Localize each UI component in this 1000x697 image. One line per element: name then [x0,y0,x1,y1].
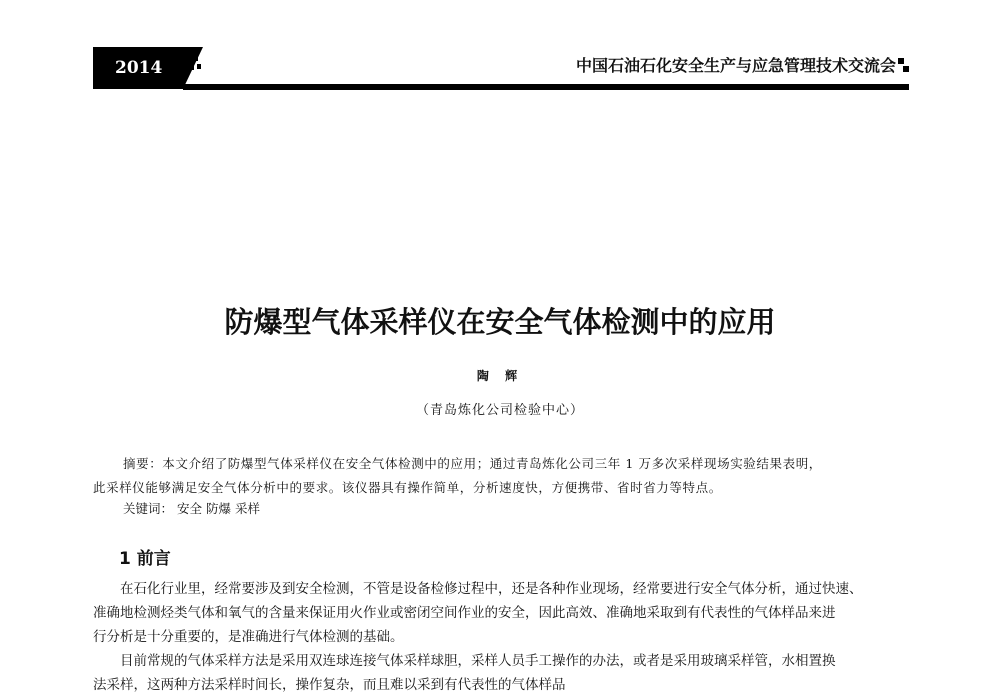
abstract [93,452,909,500]
text-line: 法采样，这两种方法采样时间长，操作复杂，而且难以采到有代表性的气体样品 [93,677,566,693]
paragraph [93,577,909,601]
abstract-line: 摘要：本文介绍了防爆型气体采样仪在安全气体检测中的应用；通过青岛炼化公司三年 1 万多次采样现场实验结果表明， [123,456,822,471]
text-line: 准确地检测烃类气体和氧气的含量来保证用火作业或密闭空间作业的安全，因此高效、准确地采取到有代表性的气体样品来进 [93,605,836,621]
paragraph-continuation [93,673,909,697]
header-rule [183,84,909,90]
keywords-label: 关键词： [123,501,174,516]
paper-title: 防爆型气体采样仪在安全气体检测中的应用 [224,305,776,339]
author-affiliation: （青岛炼化公司检验中心） [415,403,584,418]
decorative-square [193,55,198,61]
section-heading: 1 前言 [119,549,171,569]
author-name: 陶 辉 [476,369,524,383]
section-body [93,577,909,697]
decorative-square [898,58,904,64]
text-line: 在石化行业里，经常要涉及到安全检测，不管是设备检修过程中，还是各种作业现场，经常要进行安全气体分析，通过快速、 [120,581,863,597]
decorative-square [903,66,909,72]
keyword: 防爆 [206,501,232,516]
paragraph [93,649,909,673]
page-header [0,0,1000,100]
decorative-square [197,64,201,69]
decorative-square [189,64,194,70]
text-line: 行分析是十分重要的，是准确进行气体检测的基础。 [93,629,404,645]
year-label: 2014 [93,47,185,89]
paragraph-continuation [93,601,909,649]
keywords [123,499,260,517]
conference-title: 中国石油石化安全生产与应急管理技术交流会 [575,56,896,75]
keyword: 安全 [177,501,203,516]
abstract-line: 此采样仪能够满足安全气体分析中的要求。该仪器具有操作简单，分析速度快，方便携带、省时省力等特点。 [93,480,722,495]
text-line: 目前常规的气体采样方法是采用双连球连接气体采样球胆，采样人员手工操作的办法，或者是采用玻璃采样管，水相置换 [120,653,836,669]
keyword: 采样 [235,501,261,516]
